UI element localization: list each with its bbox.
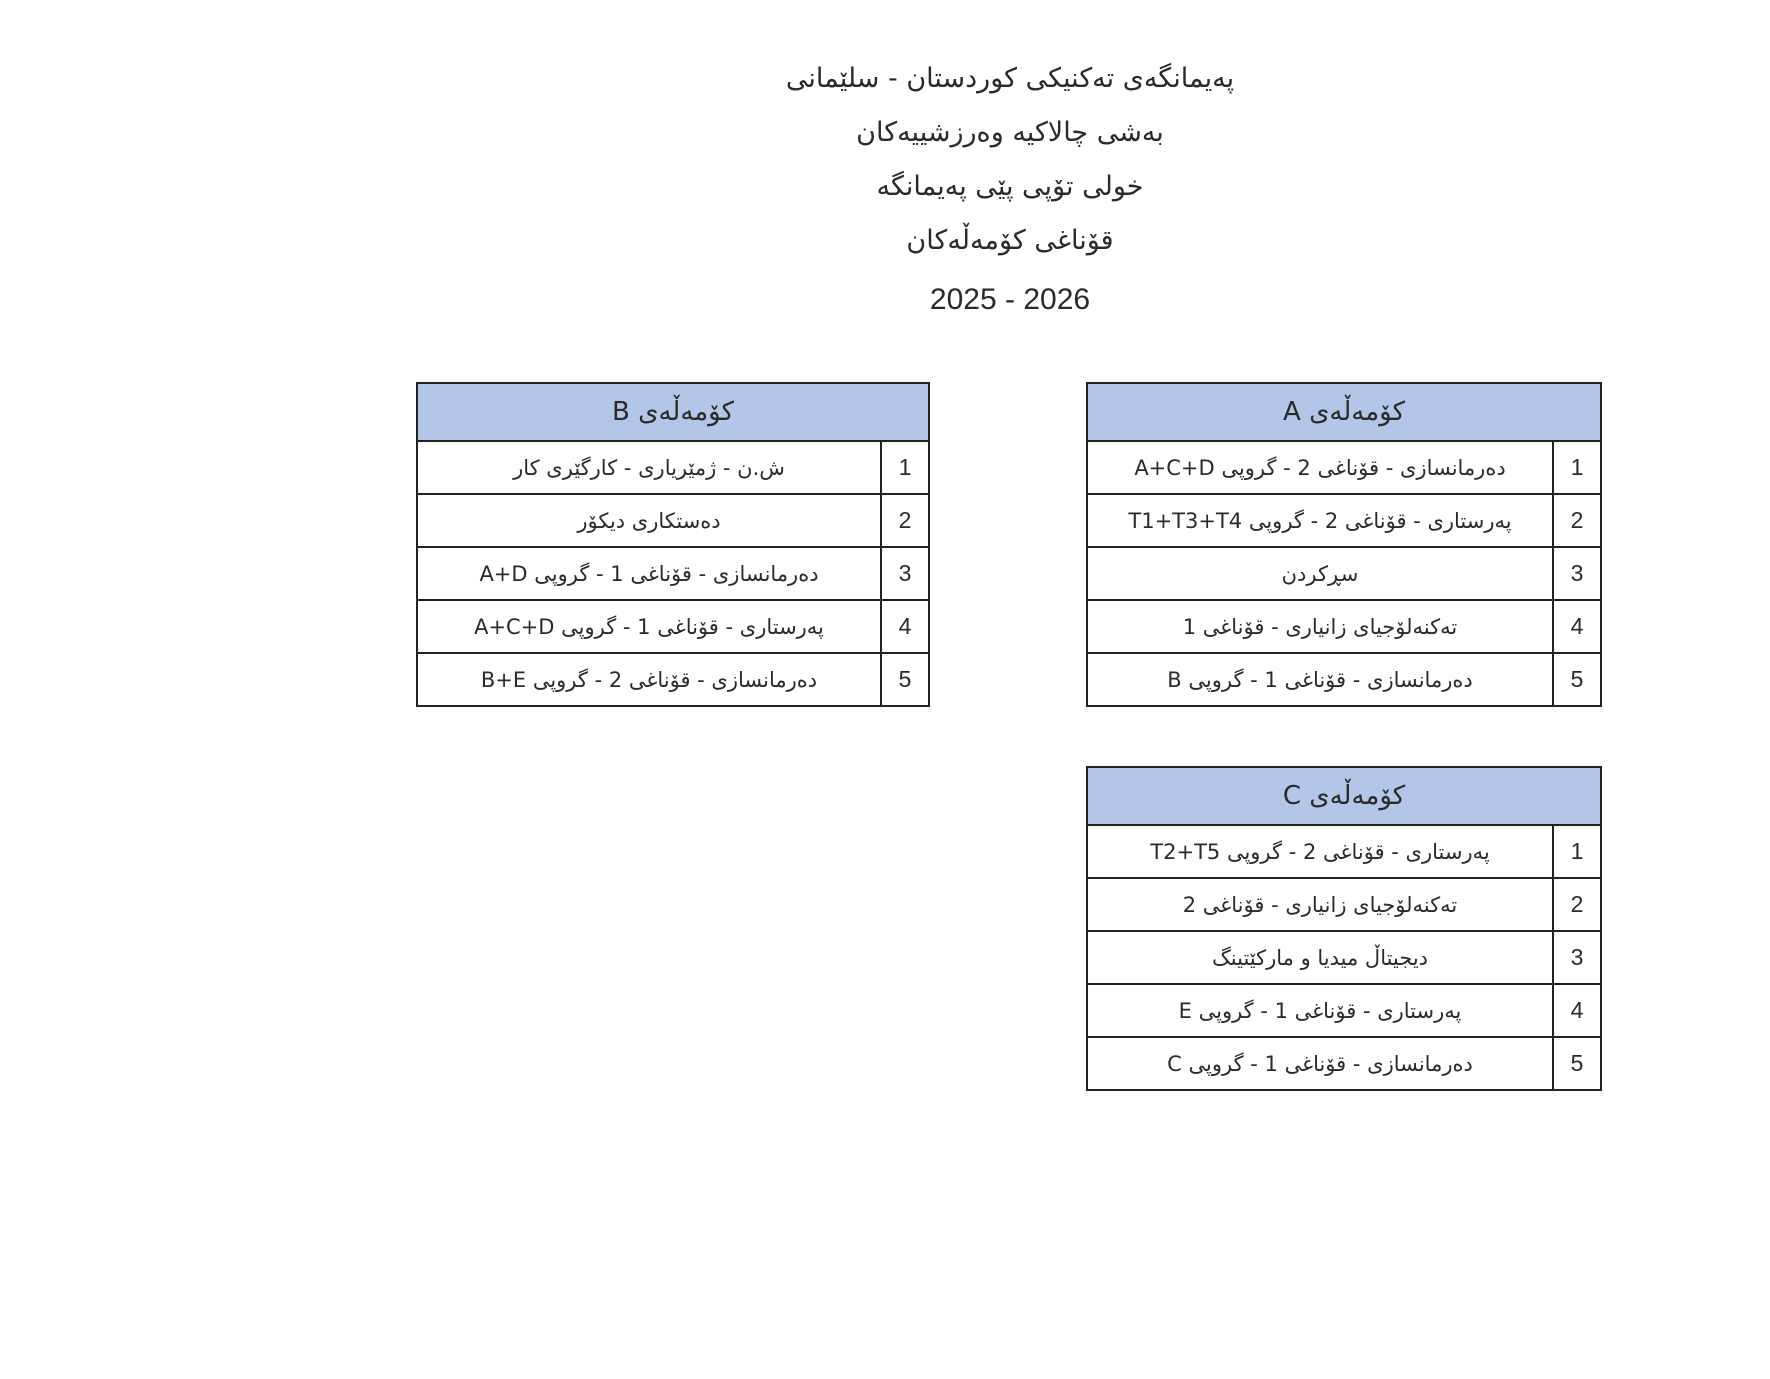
table-row — [1087, 441, 1601, 494]
team-number: 5 — [1553, 653, 1601, 706]
table-row — [417, 494, 929, 547]
stage-title: قۆناغی کۆمەڵەکان — [906, 225, 1114, 256]
group-c-title: کۆمەڵەی C — [1087, 767, 1601, 825]
institute-title: پەیمانگەی تەکنیکی کوردستان - سلێمانی — [785, 63, 1235, 94]
season-year: 2025 - 2026 — [929, 283, 1091, 316]
table-row — [1087, 1037, 1601, 1090]
team-number: 2 — [1553, 494, 1601, 547]
team-name: دەرمانسازی - قۆناغی 1 - گروپی A+D — [417, 547, 881, 600]
team-number: 3 — [881, 547, 929, 600]
table-row — [1087, 494, 1601, 547]
team-number: 2 — [1553, 878, 1601, 931]
team-number: 4 — [881, 600, 929, 653]
team-number: 5 — [881, 653, 929, 706]
team-number: 1 — [1553, 441, 1601, 494]
team-name: دەستکاری دیکۆر — [417, 494, 881, 547]
team-name: تەکنەلۆجیای زانیاری - قۆناغی 2 — [1087, 878, 1553, 931]
team-name: پەرستاری - قۆناغی 1 - گروپی A+C+D — [417, 600, 881, 653]
team-number: 2 — [881, 494, 929, 547]
team-name: دەرمانسازی - قۆناغی 2 - گروپی A+C+D — [1087, 441, 1553, 494]
group-c-table — [1086, 766, 1602, 1091]
team-name: دەرمانسازی - قۆناغی 1 - گروپی C — [1087, 1037, 1553, 1090]
team-name: دەرمانسازی - قۆناغی 1 - گروپی B — [1087, 653, 1553, 706]
group-a-title: کۆمەڵەی A — [1087, 383, 1601, 441]
table-row — [1087, 547, 1601, 600]
team-name: ش.ن - ژمێریاری - کارگێری کار — [417, 441, 881, 494]
team-name: دەرمانسازی - قۆناغی 2 - گروپی B+E — [417, 653, 881, 706]
table-row — [1087, 600, 1601, 653]
team-number: 4 — [1553, 600, 1601, 653]
table-row — [1087, 878, 1601, 931]
team-number: 1 — [881, 441, 929, 494]
table-row — [417, 600, 929, 653]
team-name: سڕکردن — [1087, 547, 1553, 600]
team-name: تەکنەلۆجیای زانیاری - قۆناغی 1 — [1087, 600, 1553, 653]
team-number: 5 — [1553, 1037, 1601, 1090]
group-a-table — [1086, 382, 1602, 707]
team-number: 1 — [1553, 825, 1601, 878]
table-row — [417, 547, 929, 600]
tournament-title: خولی تۆپی پێی پەیمانگە — [876, 171, 1144, 202]
team-number: 4 — [1553, 984, 1601, 1037]
department-title: بەشی چالاکیە وەرزشییەکان — [856, 117, 1164, 148]
team-name: پەرستاری - قۆناغی 1 - گروپی E — [1087, 984, 1553, 1037]
table-row — [1087, 984, 1601, 1037]
group-b-title: کۆمەڵەی B — [417, 383, 929, 441]
table-row — [1087, 931, 1601, 984]
team-number: 3 — [1553, 547, 1601, 600]
document-header — [640, 52, 1380, 330]
team-number: 3 — [1553, 931, 1601, 984]
team-name: پەرستاری - قۆناغی 2 - گروپی T2+T5 — [1087, 825, 1553, 878]
table-row — [417, 441, 929, 494]
table-row — [417, 653, 929, 706]
team-name: دیجیتاڵ میدیا و مارکێتینگ — [1087, 931, 1553, 984]
table-row — [1087, 653, 1601, 706]
table-row — [1087, 825, 1601, 878]
team-name: پەرستاری - قۆناغی 2 - گروپی T1+T3+T4 — [1087, 494, 1553, 547]
group-b-table — [416, 382, 930, 707]
